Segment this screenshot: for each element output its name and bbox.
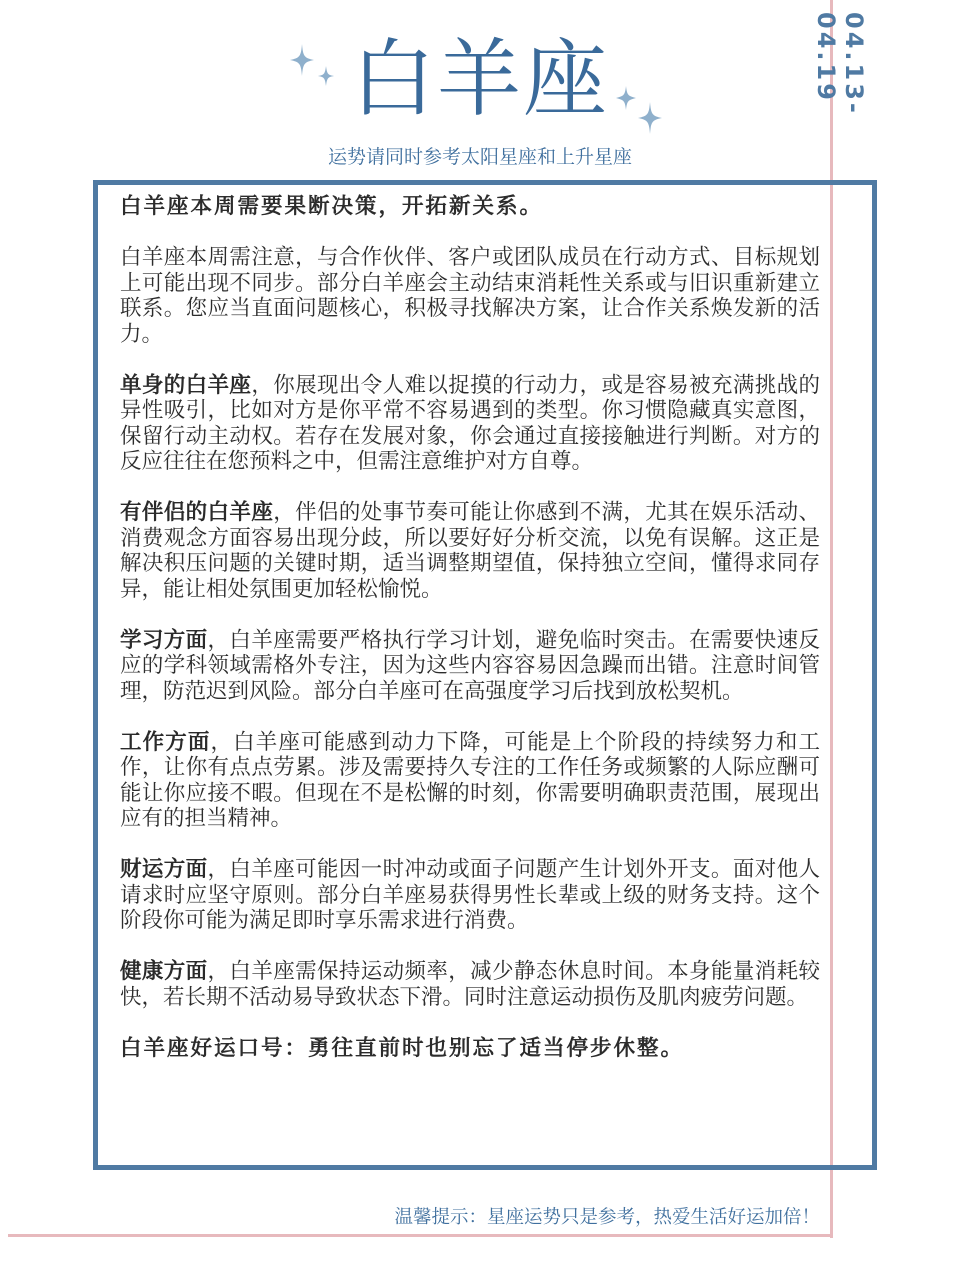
section-text: ，你展现出令人难以捉摸的行动力，或是容易被充满挑战的异性吸引，比如对方是你平常不容易遇到的类型。你习惯隐藏真实意图，保留行动主动权。若存在发展对象，你会通过直接接触进行判断。对方的反应往往在您预料之中，但需注意维护对方自尊。 — [120, 372, 820, 474]
section-text: ，白羊座需保持运动频率，减少静态休息时间。本身能量消耗较快，若长期不活动易导致状态下滑。同时注意运动损伤及肌肉疲劳问题。 — [120, 959, 820, 1010]
sparkle-star-icon — [612, 84, 672, 144]
section-work — [120, 730, 820, 832]
date-range: 04.13-04.19 — [812, 12, 868, 116]
section-label: 财运方面 — [120, 857, 208, 882]
pink-horizontal-line — [8, 1234, 833, 1237]
page-title: 白羊座 — [350, 30, 609, 128]
section-text: ，白羊座可能因一时冲动或面子问题产生计划外开支。面对他人请求时应坚守原则。部分白羊座易获得男性长辈或上级的财务支持。这个阶段你可能为满足即时享乐需求进行消费。 — [120, 857, 820, 933]
lucky-slogan: 白羊座好运口号：勇往直前时也别忘了适当停步休整。 — [120, 1035, 685, 1061]
section-single — [120, 373, 820, 475]
section-health — [120, 959, 820, 1010]
sparkle-star-icon — [286, 40, 346, 100]
subtitle: 运势请同时参考太阳星座和上升星座 — [327, 146, 632, 168]
section-text: ，白羊座可能感到动力下降，可能是上个阶段的持续努力和工作，让你有点点劳累。涉及需要持久专注的工作任务或频繁的人际应酬可能让你应接不暇。但现在不是松懈的时刻，你需要明确职责范围，展现出应有的担当精神。 — [120, 729, 820, 831]
section-label: 工作方面 — [120, 729, 211, 755]
section-label: 学习方面 — [120, 627, 208, 653]
headline: 白羊座本周需要果断决策，开拓新关系。 — [120, 194, 544, 219]
section-study — [120, 628, 820, 705]
footer-tip: 温馨提示：星座运势只是参考，热爱生活好运加倍！ — [394, 1207, 820, 1228]
section-label: 健康方面 — [120, 959, 208, 984]
horoscope-body — [120, 194, 820, 1087]
section-text: ，白羊座需要严格执行学习计划，避免临时突击。在需要快速反应的学科领域需格外专注，因为这些内容容易因急躁而出错。注意时间管理，防范迟到风险。部分白羊座可在高强度学习后找到放松契机。 — [120, 627, 820, 704]
section-partnered — [120, 500, 820, 602]
section-wealth — [120, 857, 820, 934]
section-label: 有伴侣的白羊座 — [120, 500, 274, 525]
section-label: 单身的白羊座 — [120, 372, 252, 398]
section-text: ，伴侣的处事节奏可能让你感到不满，尤其在娱乐活动、消费观念方面容易出现分歧，所以要好好分析交流，以免有误解。这正是解决积压问题的关键时期，适当调整期望值，保持独立空间，懂得求同存异，能让相处氛围更加轻松愉悦。 — [120, 500, 820, 602]
intro-paragraph: 白羊座本周需注意，与合作伙伴、客户或团队成员在行动方式、目标规划上可能出现不同步。部分白羊座会主动结束消耗性关系或与旧识重新建立联系。您应当直面问题核心，积极寻找解决方案，让合作关系焕发新的活力。 — [120, 245, 820, 347]
